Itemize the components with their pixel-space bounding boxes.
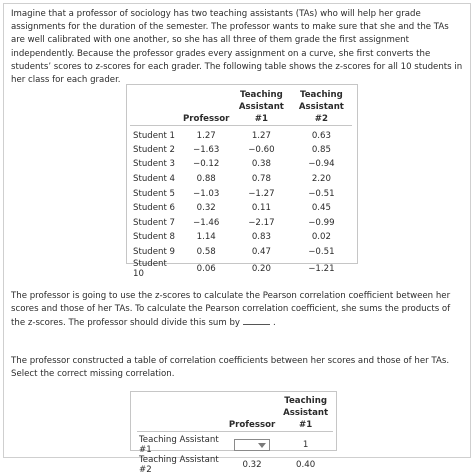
student-label: Student 1 (130, 126, 180, 143)
header-ta2-top: Teaching (300, 90, 343, 100)
header-ta1 (232, 89, 290, 126)
professor-z: 1.14 (196, 232, 216, 243)
header-ta1-bottom: Assistant #1 (238, 102, 284, 124)
intro-paragraph: Imagine that a professor of sociology has two teaching assistants (TAs) who will help her grade assignments for the duration of the semester. The professor wants to make sure that she and the TAs are well calibrated with one another, so she has all three of them grade the first assignment independently. Because the professor grades every assignment on a curve, she first converts the students’ scores to z-scores for each grader. The following table shows the z-scores for all 10 students in her class for each grader. (11, 9, 463, 86)
ta2-z: −0.51 (308, 188, 335, 199)
header-professor-label: Professor (183, 114, 230, 124)
header-ta1-bottom: Assistant #1 (283, 408, 329, 430)
student-label: Student 8 (133, 232, 176, 243)
ta1-z: 0.83 (251, 232, 271, 243)
student-label: Student 6 (133, 203, 176, 214)
question-1-text: The professor is going to use the z-scores to calculate the Pearson correlation coefficient between her scores and those of her TAs. To calculate the Pearson correlation coefficient, she sums the products of the z-scores. The professor should divide this sum by (11, 291, 451, 329)
header-empty (130, 89, 180, 126)
row-label: Teaching Assistant #2 (139, 455, 219, 475)
answer-blank[interactable] (243, 316, 270, 325)
header-professor (226, 395, 278, 432)
ta2-z: 0.85 (311, 144, 331, 155)
zscore-table (130, 89, 352, 279)
question-1-paragraph (11, 290, 463, 331)
correlation-dropdown[interactable] (234, 439, 270, 451)
professor-z: −1.03 (193, 188, 220, 199)
student-label: Student 3 (133, 159, 176, 170)
table-row (130, 245, 352, 260)
ta1-z: 1.27 (232, 126, 290, 143)
ta1-correlation: 1 (278, 432, 333, 456)
ta2-z: 0.45 (311, 203, 331, 214)
professor-correlation: 0.32 (242, 460, 262, 470)
question-2-paragraph: The professor constructed a table of correlation coefficients between her scores and those of her TAs. Select the correct missing correlation. (11, 356, 450, 380)
table-row (130, 215, 352, 230)
ta2-z: −0.94 (308, 159, 335, 170)
student-label: Student 4 (133, 173, 176, 184)
student-label: Student 2 (133, 144, 176, 155)
ta2-z: 2.20 (311, 173, 331, 184)
student-label: Student 10 (133, 259, 167, 280)
professor-z: 0.88 (196, 173, 216, 184)
zscore-table-container (126, 84, 358, 280)
ta1-z: 0.47 (251, 246, 271, 257)
header-professor (180, 89, 232, 126)
table-row (130, 172, 352, 187)
professor-z: −0.12 (193, 159, 220, 170)
ta2-z: 0.02 (311, 232, 331, 243)
student-label: Student 9 (133, 246, 176, 257)
table-row (130, 157, 352, 172)
header-empty (137, 395, 226, 432)
professor-z: 0.06 (196, 264, 216, 275)
header-ta2-bottom: Assistant #2 (298, 102, 344, 124)
chevron-down-icon (258, 443, 266, 448)
ta1-z: 0.78 (251, 173, 271, 184)
ta2-z: 0.63 (290, 126, 352, 143)
professor-z: 1.27 (180, 126, 232, 143)
correlation-table-container (130, 391, 337, 475)
table-row (137, 432, 333, 456)
header-ta2 (290, 89, 352, 126)
ta1-z: −1.27 (248, 188, 275, 199)
student-label: Student 5 (133, 188, 176, 199)
table-row (130, 259, 352, 279)
ta1-correlation: 0.40 (296, 460, 316, 470)
table-row (130, 143, 352, 158)
table-row (130, 186, 352, 201)
table-row (130, 201, 352, 216)
professor-z: 0.32 (196, 203, 216, 214)
professor-z: −1.63 (193, 144, 220, 155)
ta1-z: 0.20 (251, 264, 271, 275)
professor-z: 0.58 (196, 246, 216, 257)
ta2-z: −1.21 (308, 264, 335, 275)
header-ta1-top: Teaching (284, 396, 328, 406)
ta1-z: −2.17 (248, 217, 275, 228)
ta2-z: −0.99 (308, 217, 335, 228)
table-row (130, 230, 352, 245)
header-ta1 (278, 395, 333, 432)
table-row (137, 455, 333, 475)
ta1-z: 0.38 (251, 159, 271, 170)
ta1-z: −0.60 (248, 144, 275, 155)
missing-correlation-cell (226, 432, 278, 456)
header-professor-label: Professor (228, 420, 276, 430)
ta2-z: −0.51 (308, 246, 335, 257)
row-label: Teaching Assistant #1 (137, 432, 226, 456)
student-label: Student 7 (133, 217, 176, 228)
ta1-z: 0.11 (251, 203, 271, 214)
correlation-table (137, 395, 333, 475)
question-1-period: . (273, 318, 276, 329)
professor-z: −1.46 (193, 217, 220, 228)
table-row (130, 126, 352, 143)
header-ta1-top: Teaching (240, 90, 283, 100)
